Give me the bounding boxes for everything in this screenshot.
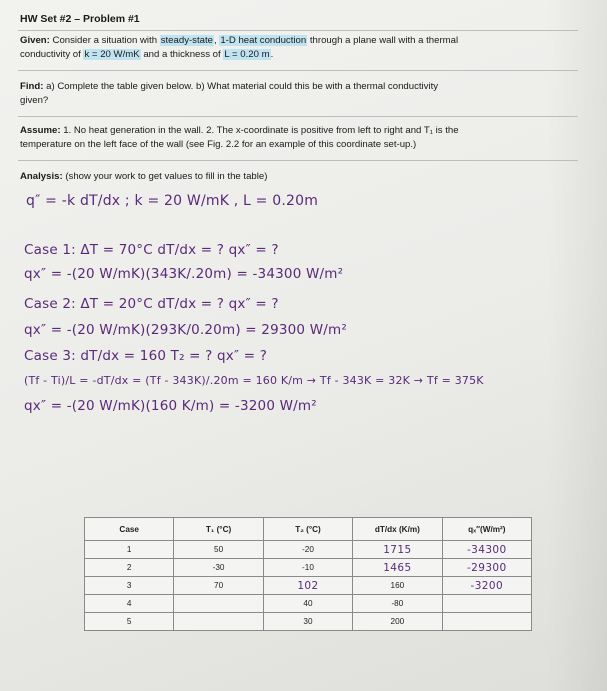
given-text-3: through a plane wall with a thermal xyxy=(307,35,459,46)
given-highlight-1d: 1-D heat conduction xyxy=(220,35,307,46)
given-highlight-k: k = 20 W/mK xyxy=(84,49,140,60)
given-text-2: , xyxy=(213,35,220,46)
cell-t1: 50 xyxy=(174,541,263,559)
analysis-line xyxy=(20,170,267,183)
cell-qx: -34300 xyxy=(442,541,531,559)
table-row xyxy=(85,613,532,631)
table-row xyxy=(85,559,532,577)
cell-dtdx: 160 xyxy=(353,577,442,595)
given-text-5: and a thickness of xyxy=(140,49,224,60)
given-line-1 xyxy=(20,34,458,47)
given-text-4: conductivity of xyxy=(20,49,84,60)
cell-dtdx: 1715 xyxy=(353,541,442,559)
table-row xyxy=(85,541,532,559)
table-row xyxy=(85,577,532,595)
column-header-case: Case xyxy=(85,518,174,541)
cell-t2: 40 xyxy=(263,595,352,613)
given-divider xyxy=(18,70,578,71)
results-table xyxy=(84,517,532,631)
cell-t1: -30 xyxy=(174,559,263,577)
cell-case: 3 xyxy=(85,577,174,595)
cell-qx xyxy=(442,595,531,613)
handwritten-line-3: qx″ = -(20 W/mK)(343K/.20m) = -34300 W/m² xyxy=(24,266,344,282)
cell-dtdx: 200 xyxy=(353,613,442,631)
assume-line-1 xyxy=(20,124,459,137)
handwritten-line-5: qx″ = -(20 W/mK)(293K/0.20m) = 29300 W/m² xyxy=(24,322,347,338)
cell-t2: -10 xyxy=(263,559,352,577)
cell-qx: -3200 xyxy=(442,577,531,595)
column-header-t1: T₁ (°C) xyxy=(174,518,263,541)
handwritten-line-6: Case 3: dT/dx = 160 T₂ = ? qx″ = ? xyxy=(24,348,268,364)
cell-t1 xyxy=(174,595,263,613)
cell-case: 4 xyxy=(85,595,174,613)
given-text-1: Consider a situation with xyxy=(52,35,160,46)
find-text-2: given? xyxy=(20,95,49,106)
assume-text-1: 1. No heat generation in the wall. 2. The x-coordinate is positive from left to right and T₁ is the xyxy=(60,125,459,136)
cell-dtdx: 1465 xyxy=(353,559,442,577)
page-title: HW Set #2 – Problem #1 xyxy=(20,13,140,25)
handwritten-line-2: Case 1: ΔT = 70°C dT/dx = ? qx″ = ? xyxy=(24,242,279,258)
find-label: Find: xyxy=(20,81,44,92)
analysis-label: Analysis: xyxy=(20,171,63,182)
cell-dtdx: -80 xyxy=(353,595,442,613)
analysis-text: (show your work to get values to fill in the table) xyxy=(62,171,268,182)
cell-qx: -29300 xyxy=(442,559,531,577)
handwritten-line-1: q″ = -k dT/dx ; k = 20 W/mK , L = 0.20m xyxy=(26,193,319,209)
handwritten-line-4: Case 2: ΔT = 20°C dT/dx = ? qx″ = ? xyxy=(24,296,279,312)
title-divider xyxy=(18,30,578,31)
find-text-1: a) Complete the table given below. b) What material could this be with a thermal conductivity xyxy=(43,81,439,92)
find-divider xyxy=(18,116,578,117)
cell-t1 xyxy=(174,613,263,631)
handwritten-line-7: (Tf - Ti)/L = -dT/dx = (Tf - 343K)/.20m = 160 K/m → Tf - 343K = 32K → Tf = 375K xyxy=(24,374,484,387)
given-highlight-steady-state: steady-state xyxy=(160,35,213,46)
given-text-6: . xyxy=(270,49,274,60)
given-highlight-L: L = 0.20 m xyxy=(224,49,270,60)
handwritten-line-8: qx″ = -(20 W/mK)(160 K/m) = -3200 W/m² xyxy=(24,398,317,414)
cell-t1: 70 xyxy=(174,577,263,595)
assume-label: Assume: xyxy=(20,125,61,136)
cell-t2: 30 xyxy=(263,613,352,631)
cell-case: 2 xyxy=(85,559,174,577)
assume-divider xyxy=(18,160,578,161)
column-header-dtdx: dT/dx (K/m) xyxy=(353,518,442,541)
table-row xyxy=(85,595,532,613)
cell-case: 1 xyxy=(85,541,174,559)
cell-case: 5 xyxy=(85,613,174,631)
page-shadow xyxy=(547,0,607,691)
cell-t2: -20 xyxy=(263,541,352,559)
cell-t2: 102 xyxy=(263,577,352,595)
given-line-2 xyxy=(20,48,273,61)
column-header-t2: T₂ (°C) xyxy=(263,518,352,541)
table-header-row xyxy=(85,518,532,541)
column-header-qx: qₓ″(W/m²) xyxy=(442,518,531,541)
assume-text-2: temperature on the left face of the wall (see Fig. 2.2 for an example of this coordinate set-up.) xyxy=(20,139,417,150)
find-line-1 xyxy=(20,80,438,93)
given-label: Given: xyxy=(20,35,50,46)
cell-qx xyxy=(442,613,531,631)
